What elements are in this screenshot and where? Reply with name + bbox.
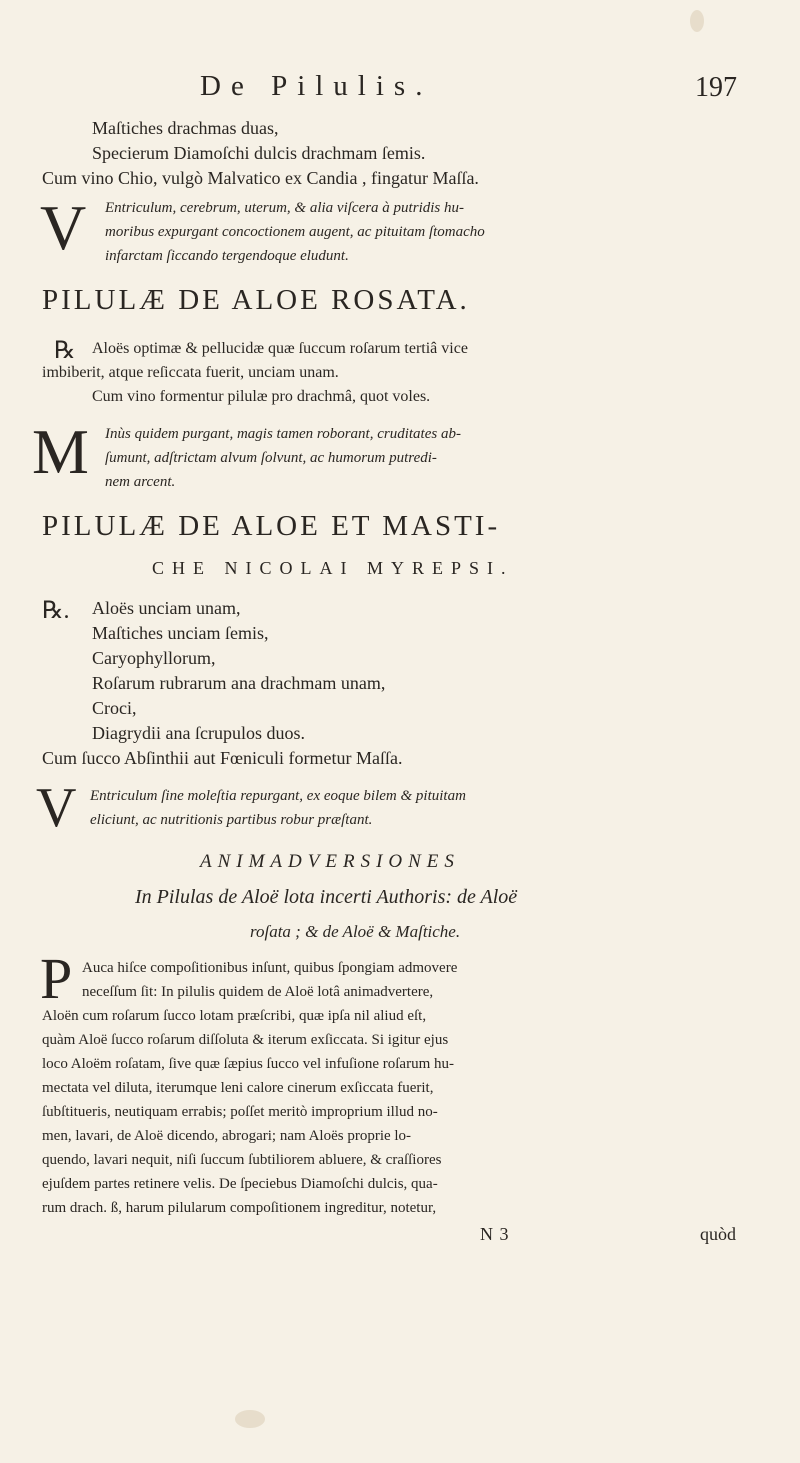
recipe-line: Aloës optimæ & pellucidæ quæ ſuccum roſarum tertiâ vice bbox=[92, 340, 468, 357]
recipe-line: Cum vino formentur pilulæ pro drachmâ, quot voles. bbox=[92, 388, 431, 405]
recipe-line: Cum ſucco Abſinthii aut Fœniculi formetur Maſſa. bbox=[42, 748, 403, 768]
animadversiones-heading: ANIMADVERSIONES bbox=[200, 851, 460, 872]
section-heading: PILULÆ DE ALOE ET MASTI- bbox=[42, 510, 501, 542]
signature-mark: N 3 bbox=[480, 1224, 510, 1244]
recipe-line: imbiberit, atque reſiccata fuerit, unciam unam. bbox=[42, 364, 339, 381]
commentary-line: mectata vel diluta, iterumque leni calore cinerum exſiccata fuerit, bbox=[42, 1080, 434, 1096]
page-number: 197 bbox=[695, 72, 737, 103]
virtue-text-line: moribus expurgant concoctionem augent, ac pituitam ſtomacho bbox=[105, 224, 485, 240]
commentary-line: loco Aloëm roſatam, ſive quæ ſæpius ſucco vel infuſione roſarum hu- bbox=[42, 1056, 455, 1072]
paper-stain bbox=[690, 10, 704, 32]
section-heading-continued: CHE NICOLAI MYREPSI. bbox=[152, 558, 514, 578]
recipe-symbol: ℞ bbox=[54, 338, 76, 364]
drop-cap-letter: V bbox=[40, 192, 87, 263]
commentary-line: men, lavari, de Aloë dicendo, abrogari; nam Aloës proprie lo- bbox=[42, 1128, 412, 1144]
virtue-text-line: Inùs quidem purgant, magis tamen roborant, cruditates ab- bbox=[105, 426, 461, 442]
virtue-text-line: Entriculum, cerebrum, uterum, & alia viſcera à putridis hu- bbox=[105, 200, 464, 216]
animadversiones-subheading: In Pilulas de Aloë lota incerti Authoris: de Aloë bbox=[135, 886, 518, 908]
recipe-line: Specierum Diamoſchi dulcis drachmam ſemis. bbox=[92, 143, 426, 163]
commentary-line: quendo, lavari nequit, niſi ſuccum ſubtiliorem abluere, & craſſiores bbox=[42, 1152, 442, 1168]
virtue-text-line: Entriculum ſine moleſtia repurgant, ex eoque bilem & pituitam bbox=[90, 788, 466, 804]
paper-stain bbox=[235, 1410, 265, 1428]
recipe-line: Maſtiches drachmas duas, bbox=[92, 118, 279, 138]
recipe-line: Caryophyllorum, bbox=[92, 648, 216, 668]
running-title: De Pilulis. bbox=[200, 70, 433, 102]
commentary-line: Aloën cum roſarum ſucco lotam præſcribi, quæ ipſa nil aliud eſt, bbox=[42, 1008, 427, 1024]
virtue-text-line: eliciunt, ac nutritionis partibus robur præſtant. bbox=[90, 812, 373, 828]
recipe-symbol: ℞. bbox=[42, 598, 70, 624]
commentary-line: quàm Aloë ſucco roſarum diſſoluta & iterum exſiccata. Si igitur ejus bbox=[42, 1032, 449, 1048]
commentary-line: ejuſdem partes retinere velis. De ſpeciebus Diamoſchi dulcis, qua- bbox=[42, 1176, 438, 1192]
virtue-text-line: infarctam ſiccando tergendoque eludunt. bbox=[105, 248, 349, 264]
section-heading: PILULÆ DE ALOE ROSATA. bbox=[42, 284, 470, 316]
recipe-line: Diagrydii ana ſcrupulos duos. bbox=[92, 723, 305, 743]
commentary-line: rum drach. ß, harum pilularum compoſitionem ingreditur, notetur, bbox=[42, 1200, 437, 1216]
recipe-line: Cum vino Chio, vulgò Malvatico ex Candia , fingatur Maſſa. bbox=[42, 168, 479, 188]
virtue-text-line: nem arcent. bbox=[105, 474, 176, 490]
drop-cap-letter: P bbox=[40, 946, 73, 1011]
recipe-line: Croci, bbox=[92, 698, 137, 718]
commentary-line: ſubſtitueris, neutiquam errabis; poſſet meritò improprium illud no- bbox=[42, 1104, 438, 1120]
recipe-line: Maſtiches unciam ſemis, bbox=[92, 623, 269, 643]
catchword: quòd bbox=[700, 1224, 736, 1244]
commentary-line: neceſſum ſit: In pilulis quidem de Aloë lotâ animadvertere, bbox=[82, 984, 434, 1000]
drop-cap-letter: V bbox=[36, 777, 77, 839]
drop-cap-letter: M bbox=[32, 416, 89, 487]
commentary-line: Auca hiſce compoſitionibus inſunt, quibus ſpongiam admovere bbox=[82, 960, 458, 976]
recipe-line: Aloës unciam unam, bbox=[92, 598, 241, 618]
animadversiones-subheading: roſata ; & de Aloë & Maſtiche. bbox=[250, 922, 461, 941]
recipe-line: Roſarum rubrarum ana drachmam unam, bbox=[92, 673, 386, 693]
virtue-text-line: ſumunt, adſtrictam alvum ſolvunt, ac humorum putredi- bbox=[105, 450, 437, 466]
